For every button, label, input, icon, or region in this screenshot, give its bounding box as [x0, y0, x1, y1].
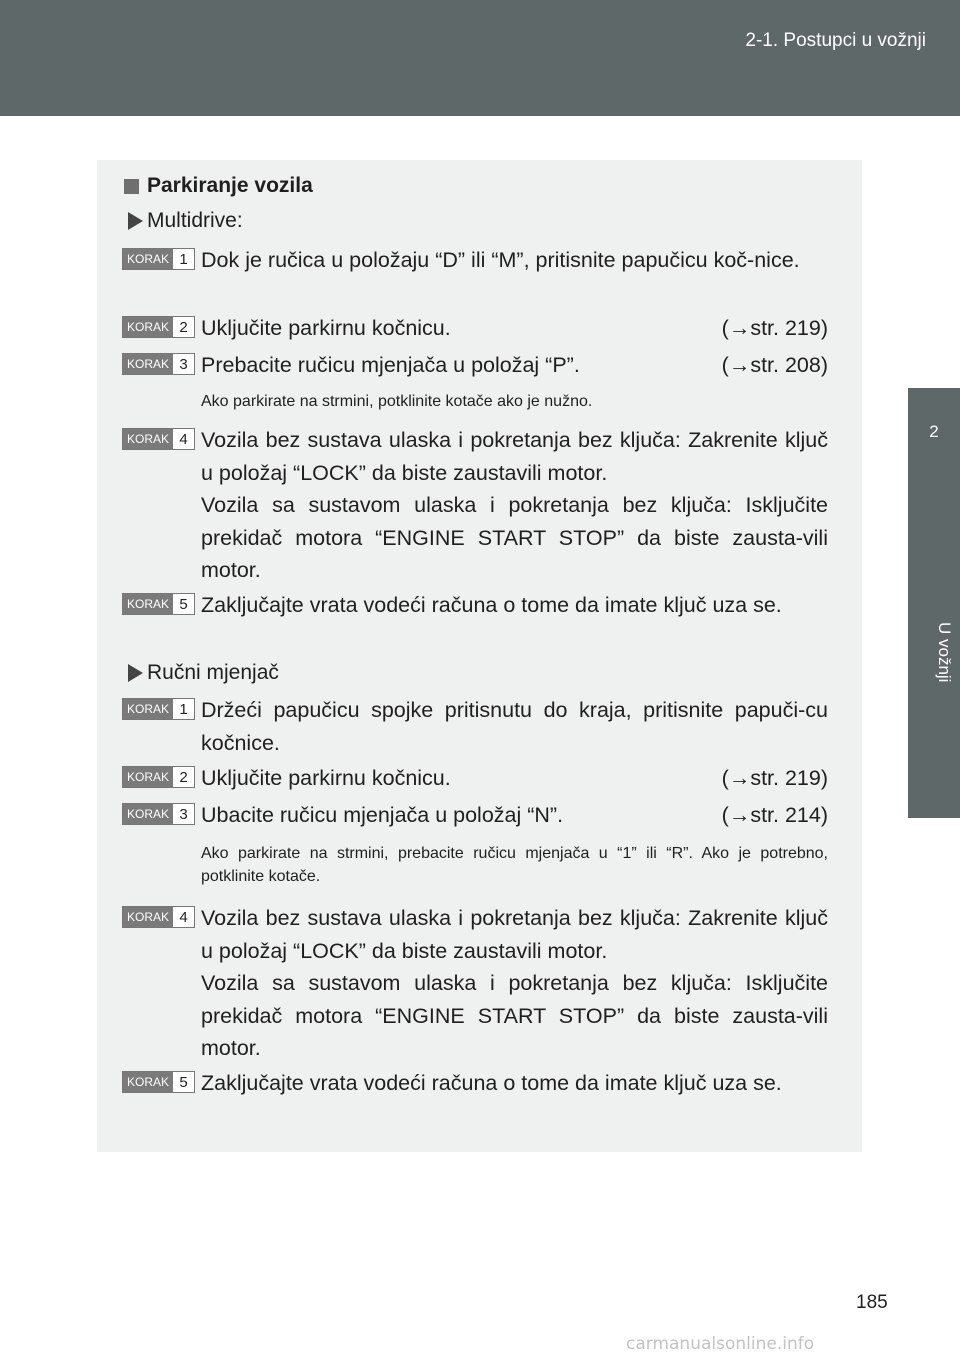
subhead-multidrive: Multidrive:: [128, 209, 243, 233]
section-title: Parkiranje vozila: [124, 174, 313, 198]
step-text: Ubacite ručicu mjenjača u položaj “N”. (→str. 214): [201, 799, 828, 832]
running-header: 2-1. Postupci u vožnji: [745, 30, 926, 51]
step-text: Zaključajte vrata vodeći računa o tome da imate ključ uza se.: [201, 593, 782, 617]
chapter-tab-label: [908, 608, 960, 818]
step-badge: KORAK 4: [122, 428, 195, 450]
step-badge: KORAK 5: [122, 593, 195, 615]
step-badge: KORAK 4: [122, 906, 195, 928]
step-text: Vozila bez sustava ulaska i pokretanja bez ključa: Zakrenite ključ u položaj “LOCK” da biste zaustavili motor.: [201, 906, 828, 963]
page-reference: (→str. 219): [721, 316, 828, 340]
step-badge: KORAK 5: [122, 1071, 195, 1093]
step-text: Vozila sa sustavom ulaska i pokretanja bez ključa: Isključite prekidač motora “ENGINE START STOP” da biste zausta-vili motor.: [201, 493, 828, 582]
step-text: Uključite parkirnu kočnicu. (→str. 219): [201, 312, 828, 345]
page-number: 185: [856, 1292, 888, 1313]
subhead-manual: Ručni mjenjač: [128, 661, 279, 685]
page-reference: (→str. 208): [721, 353, 828, 377]
step-text: Držeći papučicu spojke pritisnutu do kraja, pritisnite papuči-cu kočnice.: [201, 698, 828, 755]
chapter-number: 2: [929, 422, 939, 441]
step-badge: KORAK 3: [122, 353, 195, 375]
note-text: Ako parkirate na strmini, potklinite kotače ako je nužno.: [201, 393, 593, 410]
step-badge: KORAK 2: [122, 316, 195, 338]
step-text: Vozila sa sustavom ulaska i pokretanja bez ključa: Isključite prekidač motora “ENGINE START STOP” da biste zausta-vili motor.: [201, 971, 828, 1060]
step-text: Uključite parkirnu kočnicu. (→str. 219): [201, 762, 828, 795]
triangle-bullet-icon: [128, 212, 143, 230]
header-band: [0, 0, 960, 116]
triangle-bullet-icon: [128, 664, 143, 682]
step-badge: KORAK 1: [122, 698, 195, 720]
step-badge: KORAK 1: [122, 248, 195, 270]
chapter-label: U vožnji: [935, 622, 954, 683]
chapter-tab: [908, 388, 960, 608]
note-text: Ako parkirate na strmini, prebacite ručicu mjenjača u “1” ili “R”. Ako je potrebno, potklinite kotače.: [201, 845, 828, 885]
page-reference: (→str. 214): [721, 803, 828, 827]
step-badge: KORAK 3: [122, 803, 195, 825]
step-text: Vozila bez sustava ulaska i pokretanja bez ključa: Zakrenite ključ u položaj “LOCK” da biste zaustavili motor.: [201, 428, 828, 485]
step-badge: KORAK 2: [122, 766, 195, 788]
step-text: Dok je ručica u položaju “D” ili “M”, pritisnite papučicu koč-nice.: [201, 248, 800, 272]
watermark: carmanualsonline.info: [626, 1334, 815, 1354]
step-text: Zaključajte vrata vodeći računa o tome da imate ključ uza se.: [201, 1071, 782, 1095]
page-reference: (→str. 219): [721, 766, 828, 790]
step-text: Prebacite ručicu mjenjača u položaj “P”. (→str. 208): [201, 349, 828, 382]
square-bullet-icon: [124, 179, 139, 194]
